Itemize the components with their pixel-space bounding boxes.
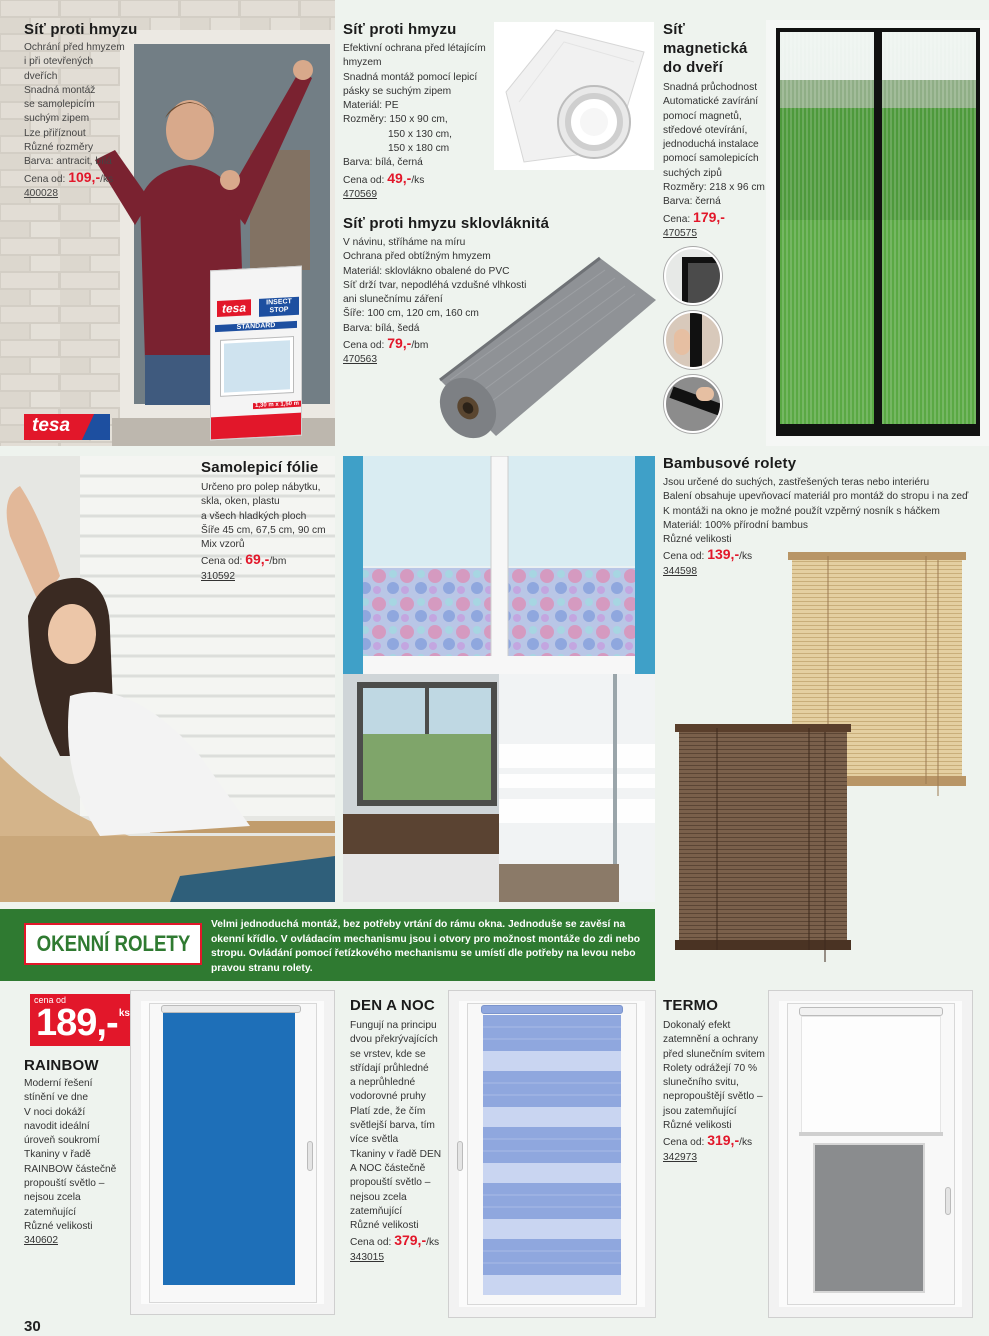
product-code: 470575	[663, 227, 697, 239]
window-blinds-banner	[0, 909, 655, 981]
detail-circle-middle	[664, 311, 722, 369]
product-description	[201, 481, 336, 584]
desc-line: Různé velikosti	[350, 1220, 419, 1232]
desc-line: pomocí magnetů,	[663, 110, 742, 122]
tesa-logo-text: tesa	[32, 415, 71, 436]
price-badge	[30, 994, 134, 1046]
desc-line: Různé velikosti	[663, 534, 732, 546]
desc-line: stínění ve dne	[24, 1092, 89, 1104]
desc-line: Jsou určené do suchých, zastřešených teras nebo interiéru	[663, 477, 930, 488]
product-magnetic-door-net	[663, 20, 775, 241]
banner-title: OKENNÍ ROLETY	[36, 931, 190, 956]
desc-line: Barva: černá	[663, 196, 721, 208]
package-bottom-band	[211, 413, 301, 440]
desc-line: i při otevřených	[24, 56, 94, 68]
price-unit: /bm	[411, 340, 429, 352]
desc-line: Snadná průchodnost	[663, 82, 758, 93]
desc-line: Platí zde, že čím	[350, 1105, 426, 1117]
desc-line: před slunečním svitem	[663, 1048, 765, 1060]
product-description	[343, 42, 493, 202]
desc-line: zatemnění a ochrany	[663, 1034, 759, 1046]
desc-line: Moderní řešení	[24, 1078, 93, 1089]
price-label: Cena od:	[663, 551, 705, 563]
blind-bottom-bar	[799, 1132, 943, 1136]
desc-line: Dokonalý efekt	[663, 1020, 731, 1031]
price-value: 79,-	[387, 335, 412, 352]
price-row	[663, 210, 775, 227]
price-label: Cena od:	[350, 1237, 392, 1249]
price-label: Cena od:	[24, 173, 66, 185]
window-thermo-blind	[768, 990, 973, 1318]
desc-line: 150 x 180 cm	[388, 143, 450, 155]
photo-white-net-velcro	[494, 22, 654, 170]
photo-fiberglass-mesh-roll	[430, 250, 662, 446]
product-day-night-blind	[350, 996, 450, 1265]
product-thermo-blind	[663, 996, 771, 1165]
blind-roller	[481, 1005, 623, 1014]
desc-line: V noci dokáží	[24, 1106, 86, 1118]
window-handle	[945, 1187, 951, 1215]
desc-line: hmyzem	[343, 57, 382, 69]
window-glass	[813, 1143, 925, 1293]
price-unit: /ks	[411, 174, 425, 186]
desc-line: K montáži na okno je možné použít vzpěrný nosník s háčkem	[663, 505, 940, 517]
product-code: 342973	[663, 1151, 697, 1163]
detail-circle-bottom	[664, 375, 722, 433]
price-row	[663, 1133, 771, 1150]
product-description	[24, 41, 144, 201]
banner-title-box	[24, 923, 202, 965]
desc-line: jsou zatemňující	[663, 1105, 737, 1117]
detail-hand	[674, 329, 690, 355]
price-label: Cena od:	[201, 556, 243, 568]
desc-line: více světla	[350, 1134, 399, 1146]
price-unit: /ks	[739, 1137, 753, 1149]
product-title: RAINBOW	[24, 1057, 99, 1074]
window-handle	[307, 1141, 313, 1171]
desc-line: Ochrana před obtížným hmyzem	[343, 251, 491, 263]
product-title: Síť proti hmyzu	[24, 21, 138, 38]
product-description	[350, 1019, 450, 1265]
desc-line: Barva: antracit, bílá	[24, 156, 112, 168]
product-code: 310592	[201, 570, 235, 582]
desc-line: se vrstev, kde se	[350, 1048, 426, 1060]
desc-line: Balení obsahuje upevňovací materiál pro montáž do stropu i na zeď	[663, 491, 969, 503]
badge-unit: ks	[118, 1008, 130, 1019]
detail-magnet	[690, 313, 702, 369]
desc-line: a všech hladkých ploch	[201, 510, 307, 522]
desc-line: navodit ideální	[24, 1120, 90, 1132]
desc-line: ani slunečnímu záření	[343, 294, 443, 306]
desc-line: Rolety odrážejí 70 %	[663, 1062, 758, 1074]
product-description	[663, 81, 775, 241]
tesa-logo-swoosh	[82, 414, 110, 440]
desc-line: Materiál: 100% přírodní bambus	[663, 519, 808, 531]
desc-line: Šíře 45 cm, 67,5 cm, 90 cm	[201, 524, 326, 536]
desc-line: Rozměry: 218 x 96 cm	[663, 182, 765, 194]
package-logo: tesa	[217, 299, 251, 317]
price-row	[343, 171, 493, 188]
desc-line: nejsou zcela	[24, 1192, 81, 1204]
desc-line: suchých zipů	[663, 167, 722, 179]
desc-line: Různé velikosti	[24, 1220, 93, 1232]
price-value: 379,-	[394, 1232, 427, 1249]
price-unit: /ks	[426, 1237, 440, 1249]
product-insect-net-velcro	[24, 20, 144, 201]
detail-hand	[696, 387, 714, 401]
price-unit: /ks	[739, 551, 753, 563]
desc-line: Fungují na principu	[350, 1020, 437, 1031]
desc-line: nepropouštějí světlo –	[663, 1091, 763, 1103]
photo-bamboo-blind-dark	[675, 718, 851, 962]
desc-line: Rozměry: 150 x 90 cm,	[343, 114, 448, 126]
desc-line: střídají průhledné	[350, 1062, 429, 1074]
price-value: 69,-	[245, 551, 270, 568]
product-title: Síť proti hmyzu	[343, 21, 457, 38]
detail-mesh	[688, 263, 722, 303]
blind-fabric-blue	[163, 1013, 295, 1285]
desc-line: Určeno pro polep nábytku,	[201, 482, 321, 493]
product-description	[663, 1019, 771, 1165]
product-code: 340602	[24, 1235, 58, 1247]
product-code: 344598	[663, 565, 697, 577]
desc-line: zatemňující	[350, 1205, 403, 1217]
product-self-adhesive-foil	[201, 458, 336, 584]
price-value: 319,-	[707, 1132, 740, 1149]
price-value: 109,-	[68, 168, 101, 185]
product-title: TERMO	[663, 997, 719, 1014]
desc-line: světlejší barva, tím	[350, 1120, 435, 1132]
desc-line: propouští světlo –	[24, 1178, 105, 1190]
desc-line: Tkaniny v řadě	[24, 1149, 91, 1161]
desc-line: Automatické zavírání	[663, 96, 759, 108]
product-code: 400028	[24, 187, 58, 199]
desc-line: V návinu, stříháme na míru	[343, 237, 466, 248]
product-title: DEN A NOC	[350, 997, 435, 1014]
desc-line: zatemňující	[24, 1206, 77, 1218]
photo-foil-frosted-window	[343, 674, 655, 902]
photo-magnetic-door-curtain	[766, 20, 989, 446]
desc-line: středové otevírání,	[663, 124, 748, 136]
product-title-line: do dveří	[663, 59, 723, 76]
desc-line: Lze přiříznout	[24, 127, 86, 139]
product-description	[24, 1077, 134, 1249]
desc-line: Barva: bílá, šedá	[343, 322, 420, 334]
desc-line: dveřích	[24, 70, 58, 82]
desc-line: 150 x 130 cm,	[388, 128, 452, 140]
price-value: 49,-	[387, 169, 412, 186]
desc-line: Různé velikosti	[663, 1120, 732, 1132]
detail-circle-top	[664, 247, 722, 305]
blind-fabric-striped	[483, 1015, 621, 1295]
window-handle	[457, 1141, 463, 1171]
desc-line: RAINBOW částečně	[24, 1163, 117, 1175]
desc-line: jednoduchá instalace	[663, 139, 759, 151]
banner-text: Velmi jednoduchá montáž, bez potřeby vrtání do rámu okna. Jednoduše se zavěsí na okenní křídlo. V ovládacím mechanismu jsou i otvory pro možnost montáže do zdi nebo stropu. Ovládání pomocí řetízkového mechanismu se umístí dle potřeby na levou nebo pravou stranu rolety.	[211, 919, 641, 974]
price-value: 179,-	[693, 208, 725, 225]
product-code: 470563	[343, 354, 377, 366]
package-window-image	[221, 337, 293, 396]
desc-line: Síť drží tvar, nepodléhá vzdušné vlhkosti	[343, 279, 527, 291]
desc-line: Ochrání před hmyzem	[24, 42, 125, 53]
desc-line: Snadná montáž pomocí lepicí	[343, 71, 478, 83]
price-unit: /bm	[269, 556, 287, 568]
page-number: 30	[24, 1318, 41, 1335]
desc-line: a neprůhledné	[350, 1077, 416, 1089]
price-row	[201, 552, 336, 569]
desc-line: pomocí samolepicích	[663, 153, 759, 165]
badge-price: 189,-	[36, 1002, 118, 1044]
desc-line: skla, oken, plastu	[201, 496, 280, 508]
desc-line: Mix vzorů	[201, 539, 245, 551]
photo-foil-floral-window	[343, 456, 655, 674]
desc-line: Různé rozměry	[24, 142, 94, 154]
badge-label: cena od	[34, 995, 67, 1005]
price-label: Cena od:	[663, 1137, 705, 1149]
desc-line: Snadná montáž	[24, 84, 96, 96]
desc-line: dvou překrývajících	[350, 1034, 438, 1046]
blind-fabric-white	[801, 1016, 941, 1134]
product-code: 343015	[350, 1251, 384, 1263]
desc-line: Barva: bílá, černá	[343, 157, 423, 169]
product-title: Síť proti hmyzu sklovláknitá	[343, 215, 550, 232]
desc-line: nejsou zcela	[350, 1191, 407, 1203]
desc-line: Efektivní ochrana před létajícím	[343, 43, 486, 54]
desc-line: vodorovné pruhy	[350, 1091, 426, 1103]
price-unit: /ks	[100, 173, 114, 185]
desc-line: Materiál: sklovlákno obalené do PVC	[343, 265, 510, 277]
window-rainbow-blind	[130, 990, 335, 1315]
product-insect-net-pe	[343, 20, 493, 202]
window-day-night-blind	[448, 990, 656, 1318]
product-title-line: Síť	[663, 21, 685, 38]
desc-line: slunečního svitu,	[663, 1077, 739, 1089]
price-label: Cena od:	[343, 174, 385, 186]
desc-line: Tkaniny v řadě DEN	[350, 1148, 442, 1160]
package-size: 1,30 m x 1,50 m	[254, 400, 300, 410]
price-value: 139,-	[707, 546, 740, 563]
desc-line: A NOC částečně	[350, 1162, 426, 1174]
tesa-package	[210, 266, 302, 441]
product-title-line: magnetická	[663, 40, 748, 57]
desc-line: pásky se suchým zipem	[343, 85, 452, 97]
desc-line: Šíře: 100 cm, 120 cm, 160 cm	[343, 308, 479, 320]
desc-line: propouští světlo –	[350, 1177, 431, 1189]
product-title: Bambusové rolety	[663, 455, 797, 472]
tesa-logo	[24, 414, 110, 440]
package-badge: INSECT STOP	[259, 297, 299, 317]
price-label: Cena od:	[343, 340, 385, 352]
desc-line: úroveň soukromí	[24, 1135, 100, 1147]
package-variant: STANDARD	[215, 321, 297, 332]
product-code: 470569	[343, 188, 377, 200]
desc-line: Materiál: PE	[343, 100, 399, 112]
product-title: Samolepicí fólie	[201, 459, 319, 476]
blind-roller	[161, 1005, 301, 1013]
blind-roller	[799, 1007, 943, 1016]
price-row	[350, 1233, 450, 1250]
price-label: Cena:	[663, 213, 691, 225]
product-rainbow-blind	[24, 1056, 134, 1249]
price-row	[24, 170, 144, 187]
desc-line: se samolepicím	[24, 99, 95, 111]
desc-line: suchým zipem	[24, 113, 90, 125]
